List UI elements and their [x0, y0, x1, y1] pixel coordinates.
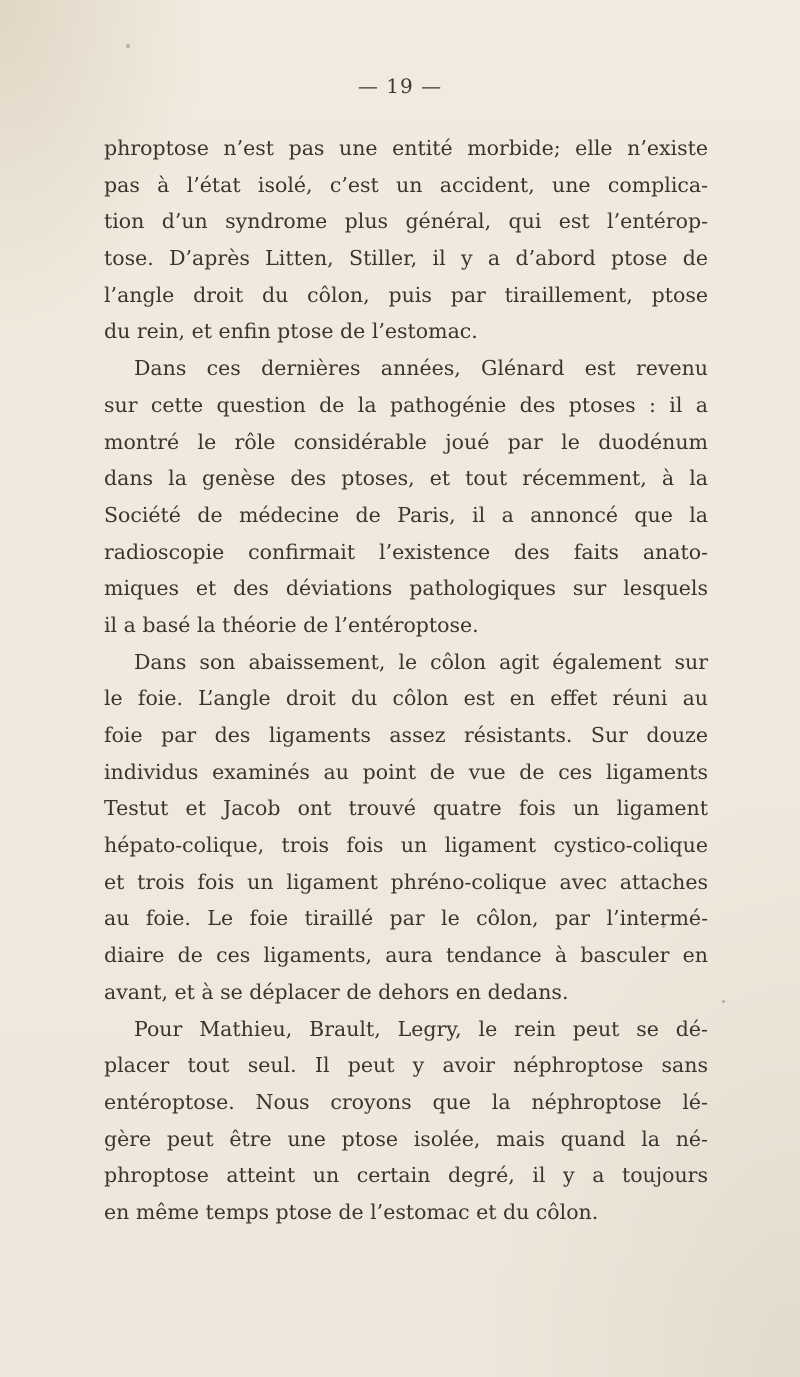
text-line: Testut et Jacob ont trouvé quatre fois un ligament: [104, 796, 708, 821]
text-line: et trois fois un ligament phréno-colique avec attaches: [104, 869, 708, 894]
text-line: entéroptose. Nous croyons que la néphroptose lé-: [104, 1089, 708, 1114]
text-line: diaire de ces ligaments, aura tendance à basculer en: [104, 943, 708, 968]
text-line: sur cette question de la pathogénie des ptoses : il a: [104, 392, 708, 417]
text-line: l’angle droit du côlon, puis par tiraillement, ptose: [104, 282, 708, 307]
text-line: gère peut être une ptose isolée, mais quand la né-: [104, 1126, 708, 1151]
text-line: le foie. L’angle droit du côlon est en effet réuni au: [104, 686, 708, 711]
text-line: du rein, et enfin ptose de l’estomac.: [104, 319, 478, 344]
text-line: hépato-colique, trois fois un ligament cystico-colique: [104, 833, 708, 858]
paragraph-start: Dans ces dernières années, Glénard est revenu: [134, 356, 708, 381]
paragraph-start: Pour Mathieu, Brault, Legry, le rein peut se dé-: [134, 1016, 708, 1041]
text-line: au foie. Le foie tiraillé par le côlon, par l’intermé-: [104, 906, 708, 931]
text-line: montré le rôle considérable joué par le duodénum: [104, 429, 708, 454]
page-number: — 19 —: [357, 74, 443, 98]
ink-speck: [126, 44, 130, 48]
text-line: il a basé la théorie de l’entéroptose.: [104, 612, 479, 637]
text-line: tose. D’après Litten, Stiller, il y a d’abord ptose de: [104, 246, 708, 271]
text-line: foie par des ligaments assez résistants. Sur douze: [104, 723, 708, 747]
text-line: en même temps ptose de l’estomac et du côlon.: [104, 1199, 599, 1224]
body-text: [104, 130, 708, 1231]
text-line: individus examinés au point de vue de ces ligaments: [104, 759, 708, 784]
text-line: avant, et à se déplacer de dehors en dedans.: [104, 979, 569, 1004]
text-line: miques et des déviations pathologiques sur lesquels: [104, 576, 708, 601]
paragraph-start: Dans son abaissement, le côlon agit également sur: [134, 649, 708, 674]
text-line: phroptose n’est pas une entité morbide; elle n’existe: [104, 136, 708, 160]
text-line: radioscopie confirmait l’existence des faits anato-: [104, 539, 708, 564]
ink-speck: [722, 1000, 725, 1003]
text-line: dans la genèse des ptoses, et tout récemment, à la: [104, 466, 708, 491]
text-line: placer tout seul. Il peut y avoir néphroptose sans: [104, 1053, 708, 1078]
text-line: pas à l’état isolé, c’est un accident, une complica-: [104, 172, 708, 197]
text-line: Société de médecine de Paris, il a annoncé que la: [104, 502, 708, 527]
text-line: tion d’un syndrome plus général, qui est l’entérop-: [104, 209, 708, 234]
text-line: phroptose atteint un certain degré, il y a toujours: [104, 1163, 708, 1188]
